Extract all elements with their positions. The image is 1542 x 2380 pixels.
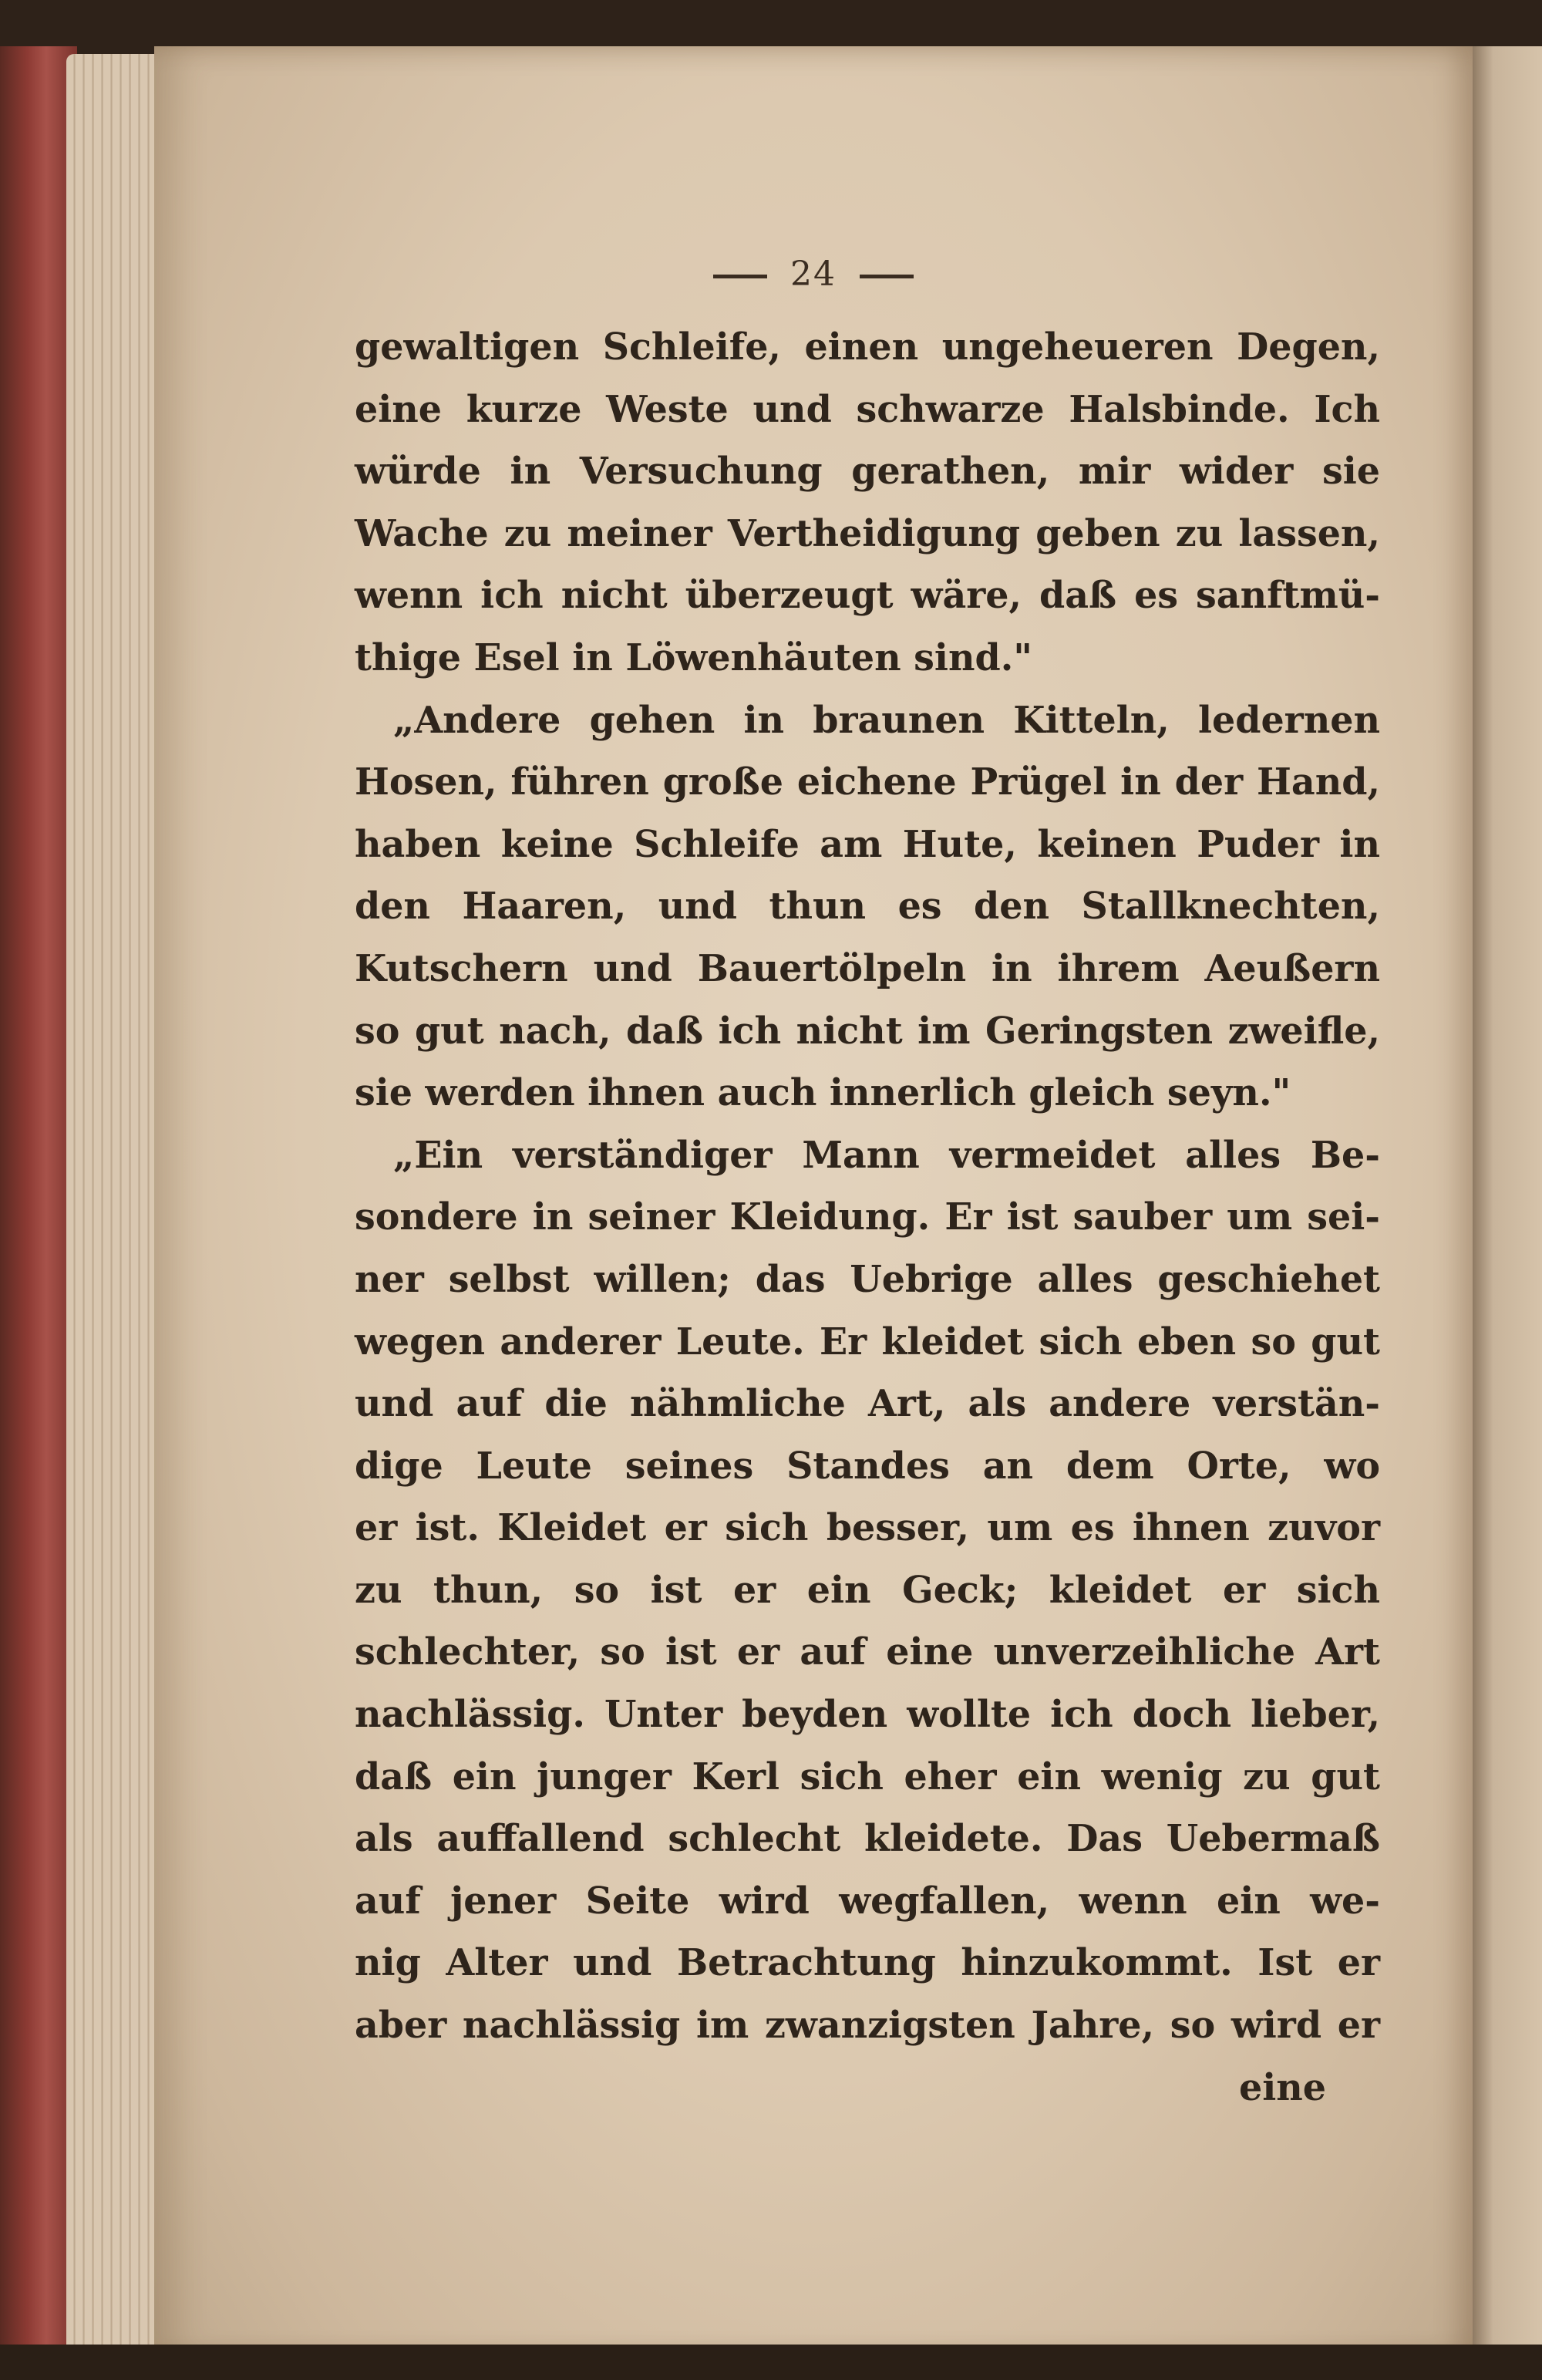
text-line: so gut nach, daß ich nicht im Geringsten zweifle, [355,1009,1380,1053]
body-text [355,316,1380,2119]
text-line: Kutschern und Bauertölpeln in ihrem Aeußern [355,946,1380,990]
text-line: aber nachlässig im zwanzigsten Jahre, so wird er [355,2004,1380,2048]
text-line: Hosen, führen große eichene Prügel in der Hand, [355,760,1380,804]
text-line: haben keine Schleife am Hute, keinen Puder in [355,822,1380,866]
text-line: „Ein verständiger Mann vermeidet alles Be- [393,1133,1380,1177]
text-line: wenn ich nicht überzeugt wäre, daß es sanftmü- [355,574,1380,618]
book-cover-edge [0,46,77,2360]
text-line: gewaltigen Schleife, einen ungeheueren Degen, [355,325,1380,369]
text-line: thige Esel in Löwenhäuten sind." [355,635,1032,679]
text-line: wegen anderer Leute. Er kleidet sich eben so gut [355,1320,1380,1364]
text-line: den Haaren, und thun es den Stallknechten, [355,885,1380,929]
facing-page-edge [1473,46,1542,2360]
text-line: zu thun, so ist er ein Geck; kleidet er sich [355,1568,1380,1612]
text-line: sie werden ihnen auch innerlich gleich seyn." [355,1071,1291,1115]
text-line: nachlässig. Unter beyden wollte ich doch lieber, [355,1693,1380,1737]
text-line: ner selbst willen; das Uebrige alles geschiehet [355,1257,1380,1301]
text-line: und auf die nähmliche Art, als andere verstän- [355,1382,1380,1426]
text-line: als auffallend schlecht kleidete. Das Uebermaß [355,1817,1380,1861]
text-line: dige Leute seines Standes an dem Orte, wo [355,1444,1380,1488]
text-line: nig Alter und Betrachtung hinzukommt. Ist er [355,1941,1380,1985]
text-line: würde in Versuchung gerathen, mir wider sie [355,450,1380,494]
text-line: eine kurze Weste und schwarze Halsbinde. Ich [355,387,1380,431]
text-line: „Andere gehen in braunen Kitteln, ledernen [393,698,1380,742]
text-line: er ist. Kleidet er sich besser, um es ihnen zuvor [355,1506,1380,1550]
bottom-shadow [0,2345,1542,2380]
header-dash-left [713,275,767,278]
text-line: auf jener Seite wird wegfallen, wenn ein we- [355,1879,1380,1923]
catchword: eine [1238,2065,1326,2109]
text-line: sondere in seiner Kleidung. Er ist sauber um sei- [355,1195,1380,1239]
page-number: 24 [790,255,837,294]
header-dash-right [860,275,914,278]
text-line: Wache zu meiner Vertheidigung geben zu lassen, [355,511,1380,555]
text-line: schlechter, so ist er auf eine unverzeihliche Art [355,1630,1380,1674]
page-header [154,255,1473,294]
text-line: daß ein junger Kerl sich eher ein wenig zu gut [355,1755,1380,1798]
